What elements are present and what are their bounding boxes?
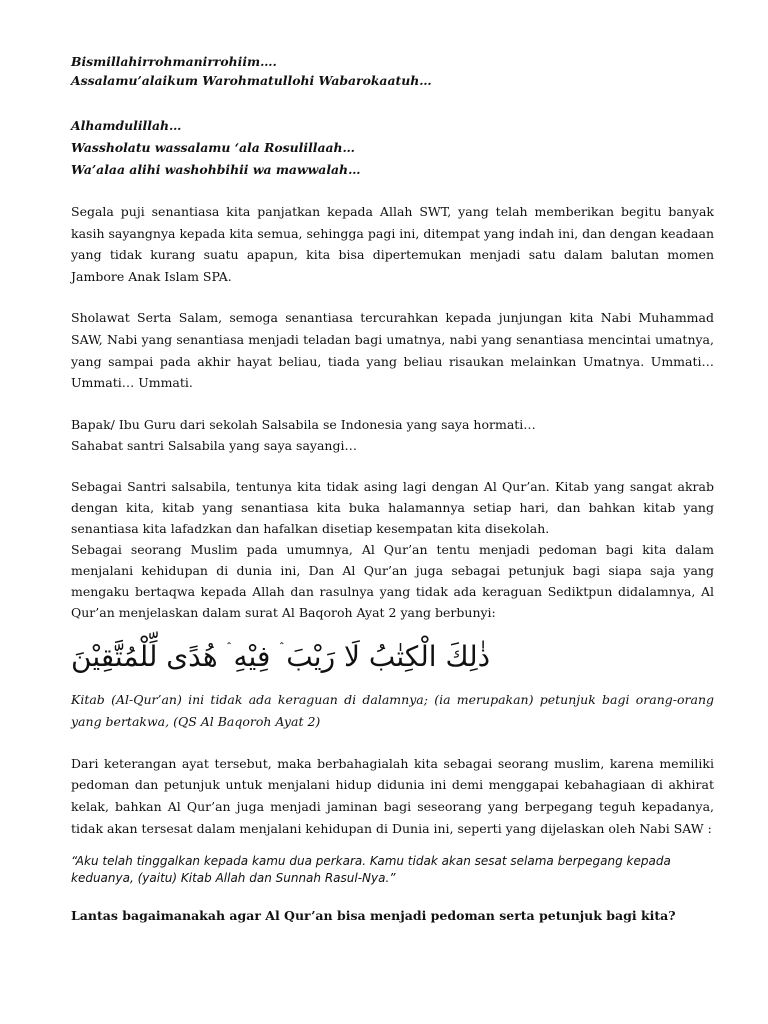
closing-question: Lantas bagaimanakah agar Al Qur’an bisa menjadi pedoman serta petunjuk bagi kita?: [71, 908, 676, 924]
quran-verse-translation: Kitab (Al-Qur’an) ini tidak ada keraguan di dalamnya; (ia merupakan) petunjuk bagi orang-orang yang bertakwa, (QS Al Baqoroh Ayat 2): [71, 691, 714, 729]
document-page: [71, 52, 714, 926]
praise-sholawat: Wassholatu wassalamu ‘ala Rosulillaah…: [71, 140, 355, 155]
address-block: [71, 414, 714, 456]
paragraph-santri: Sebagai Santri salsabila, tentunya kita tidak asing lagi dengan Al Qur’an. Kitab yang sangat akrab dengan kita, kitab yang senantiasa kita buka halamannya setiap hari, dan bahkan kitab yang senantiasa kita lafadzkan dan hafalkan disetiap kesempatan kita disekolah.: [71, 478, 714, 536]
hadith-quote: “Aku telah tinggalkan kepada kamu dua perkara. Kamu tidak akan sesat selama berpegang kepada keduanya, (yaitu) Kitab Allah dan Sunnah Rasul-Nya.”: [71, 854, 671, 885]
greeting-bismillah: Bismillahirrohmanirrohiim….: [71, 54, 277, 69]
paragraph-opening: Segala puji senantiasa kita panjatkan kepada Allah SWT, yang telah memberikan begitu banyak kasih sayangnya kepada kita semua, sehingga pagi ini, ditempat yang indah ini, dan dengan keadaan yang tidak kurang suatu apapun, kita bisa dipertemukan menjadi satu dalam balutan momen Jambore Anak Islam SPA.: [71, 204, 714, 284]
paragraph-sholawat: Sholawat Serta Salam, semoga senantiasa tercurahkan kepada junjungan kita Nabi Muhammad SAW, Nabi yang senantiasa menjadi teladan bagi umatnya, nabi yang senantiasa mencintai umatnya, yang sampai pada akhir hayat beliau, tiada yang beliau risaukan melainkan Umatnya. Ummati… Ummati… Ummati.: [71, 310, 714, 391]
address-students: Sahabat santri Salsabila yang saya sayangi…: [71, 437, 357, 453]
paragraph-muslim: Sebagai seorang Muslim pada umumnya, Al Qur’an tentu menjadi pedoman bagi kita dalam menjalani kehidupan di dunia ini, Dan Al Qur’an juga sebagai petunjuk bagi siapa saja yang mengaku bertaqwa kepada Allah dan rasulnya yang tidak ada keraguan Sediktpun didalamnya, Al Qur’an menjelaskan dalam surat Al Baqoroh Ayat 2 yang berbunyi:: [71, 541, 714, 620]
praise-block: [71, 114, 714, 181]
quran-verse-arabic: ذٰلِكَ الْكِتٰبُ لَا رَيْبَ ۛ فِيْهِ ۛ هُدًى لِّلْمُتَّقِيْنَ: [71, 639, 491, 673]
praise-alhamdulillah: Alhamdulillah…: [71, 118, 182, 133]
paragraph-conclusion: Dari keterangan ayat tersebut, maka berbahagialah kita sebagai seorang muslim, karena memiliki pedoman dan petunjuk untuk menjalani hidup didunia ini demi menggapai kebahagiaan di akhirat kelak, bahkan Al Qur’an juga menjadi jaminan bagi seseorang yang berpegang teguh kepadanya, tidak akan tersesat dalam menjalani kehidupan di Dunia ini, seperti yang dijelaskan oleh Nabi SAW :: [71, 755, 714, 836]
greeting-salam: Assalamu’alaikum Warohmatullohi Wabarokaatuh…: [71, 73, 432, 88]
address-teachers: Bapak/ Ibu Guru dari sekolah Salsabila se Indonesia yang saya hormati…: [71, 416, 536, 432]
greeting-block: [71, 52, 714, 90]
praise-alihi: Wa’alaa alihi washohbihii wa mawwalah…: [71, 162, 361, 177]
